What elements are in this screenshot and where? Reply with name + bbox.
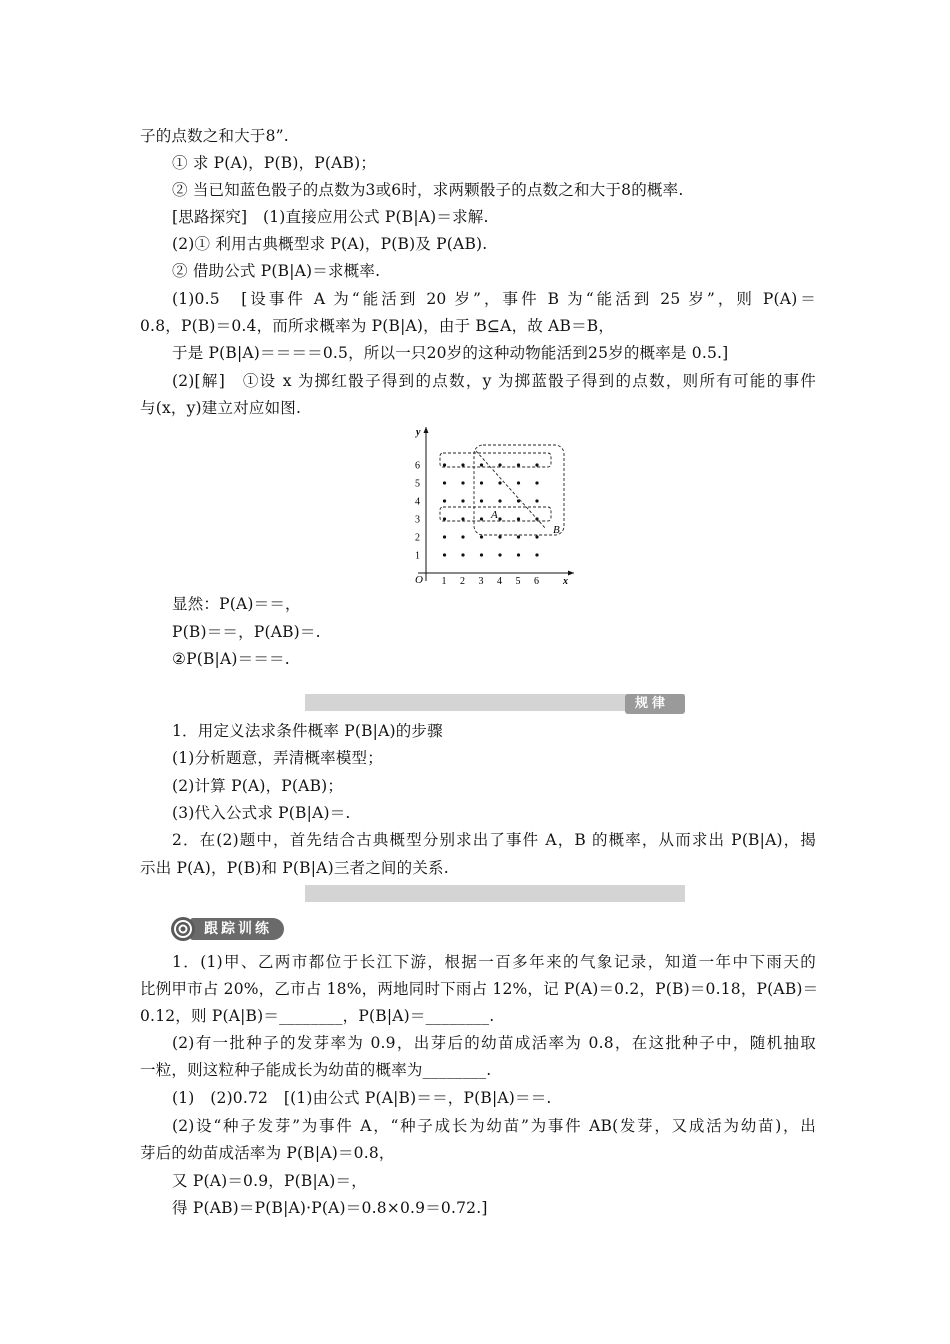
text-line: 2．在(2)题中，首先结合古典概型分别求出了事件 A，B 的概率，从而求出 P(B|A)，揭 [172,831,816,849]
y-tick-labels [415,461,420,562]
outcome-dot [535,553,538,556]
text-line: (2)设“种子发芽”为事件 A，“种子成长为幼苗”为事件 AB(发芽，又成活为幼苗)，出 [172,1117,816,1135]
text-line: 示出 P(A)，P(B)和 P(B|A)三者之间的关系. [140,859,449,877]
outcome-dot [480,481,483,484]
text-line: 于是 P(B|A)＝＝＝＝0.5，所以一只20岁的这种动物能活到25岁的概率是 0.5.] [172,344,729,362]
text-line: ② 当已知蓝色骰子的点数为3或6时，求两颗骰子的点数之和大于8的概率. [172,181,684,199]
origin-label: O [415,574,423,585]
text-line: 0.8，P(B)＝0.4，而所求概率为 P(B|A)，由于 B⊆A，故 AB＝B， [140,317,615,335]
outcome-dot [480,517,483,520]
text-line: 1．(1)甲、乙两市都位于长江下游，根据一百多年来的气象记录，知道一年中下雨天的 [172,953,816,971]
y-tick-label: 2 [415,532,420,544]
outcome-dot [517,481,520,484]
text-line: 芽后的幼苗成活率为 P(B|A)＝0.8， [140,1144,395,1162]
outcome-dot [461,499,464,502]
x-tick-label: 1 [441,576,447,585]
region-a-row-6 [440,453,551,467]
x-tick-label: 4 [497,576,502,585]
text-line: P(B)＝＝，P(AB)＝. [172,623,321,641]
outcome-dot [517,463,520,466]
outcome-dot [517,553,520,556]
x-axis-arrow-icon [568,571,574,576]
y-axis-label: y [416,427,421,438]
outcome-dot [443,463,446,466]
outcome-dot [535,481,538,484]
outcome-dot [461,481,464,484]
section-banner-label: 规律方法 [625,694,685,714]
x-tick-label: 2 [460,576,465,585]
outcome-dot [461,535,464,538]
y-tick-label: 1 [415,550,420,562]
region-a-label: A [491,509,498,521]
practice-header-label: 跟踪训练 [190,918,284,940]
text-line: (1) (2)0.72 [(1)由公式 P(A|B)＝＝，P(B|A)＝＝. [172,1089,552,1107]
outcome-dot [443,517,446,520]
text-line: ② 借助公式 P(B|A)＝求概率. [172,262,381,280]
text-line: (1)0.5 [设事件 A 为“能活到 20 岁”，事件 B 为“能活到 25 岁”，则 P(A)＝ [172,290,816,308]
y-tick-label: 4 [415,496,420,508]
text-line: 0.12，则 P(A|B)＝________，P(B|A)＝________. [140,1007,495,1025]
text-line: ① 求 P(A)，P(B)，P(AB)； [172,154,377,172]
outcome-dot [498,517,501,520]
outcome-dot [480,553,483,556]
section-divider [305,885,685,902]
outcome-dot [535,535,538,538]
text-line: 比例甲市占 20%，乙市占 18%，两地同时下雨占 12%，记 P(A)＝0.2，P(B)＝0.18，P(AB)＝ [140,980,819,998]
y-tick-label: 6 [415,460,420,472]
dice-outcome-figure [408,423,578,585]
outcome-dot [498,553,501,556]
outcome-dot [498,499,501,502]
outcome-dot [480,499,483,502]
x-tick-label: 6 [534,576,539,585]
outcome-dot [498,481,501,484]
text-line: (3)代入公式求 P(B|A)＝. [172,804,351,822]
y-tick-label: 5 [415,478,420,490]
text-line: 又 P(A)＝0.9，P(B|A)＝， [172,1172,367,1190]
y-tick-label: 3 [415,514,420,526]
text-line: (2)有一批种子的发芽率为 0.9，出芽后的幼苗成活率为 0.8，在这批种子中，随机抽取 [172,1034,816,1052]
text-line: 显然：P(A)＝＝， [172,595,301,613]
x-axis-label: x [563,576,568,585]
outcome-dot [535,463,538,466]
text-line: 得 P(AB)＝P(B|A)·P(A)＝0.8×0.9＝0.72.] [172,1199,488,1217]
x-tick-labels [442,576,540,585]
text-line: 与(x，y)建立对应如图. [140,399,302,417]
outcome-dot [443,535,446,538]
region-b-outline [474,445,564,535]
outcome-dot [517,517,520,520]
target-icon [170,916,196,942]
text-line: (2)① 利用古典概型求 P(A)，P(B)及 P(AB). [172,235,488,253]
text-line: (2)[解] ①设 x 为掷红骰子得到的点数，y 为掷蓝骰子得到的点数，则所有可能的事件 [172,372,816,390]
text-line: 1．用定义法求条件概率 P(B|A)的步骤 [172,722,443,740]
text-line: 子的点数之和大于8”. [140,127,289,145]
x-tick-label: 3 [478,576,484,585]
practice-header [170,916,292,942]
text-line: ②P(B|A)＝＝＝. [172,650,290,668]
region-b-label: B [553,524,560,536]
outcome-dot [443,499,446,502]
outcome-dot [480,535,483,538]
text-line: [思路探究] (1)直接应用公式 P(B|A)＝求解. [172,208,489,226]
outcome-dot [535,499,538,502]
outcome-dot [443,481,446,484]
outcome-dot [461,517,464,520]
y-axis-arrow-icon [424,427,429,433]
outcome-dot [443,553,446,556]
outcome-dot [461,553,464,556]
sum-boundary-line [476,451,546,529]
outcome-dot [498,535,501,538]
outcome-dot [498,463,501,466]
text-line: (1)分析题意，弄清概率模型； [172,749,383,767]
outcome-dot [517,535,520,538]
section-banner [305,694,685,731]
x-tick-label: 5 [515,576,521,585]
outcome-dot [461,463,464,466]
outcome-dot [480,463,483,466]
text-line: (2)计算 P(A)，P(AB)； [172,777,344,795]
text-line: 一粒，则这粒种子能成长为幼苗的概率为________. [140,1061,492,1079]
